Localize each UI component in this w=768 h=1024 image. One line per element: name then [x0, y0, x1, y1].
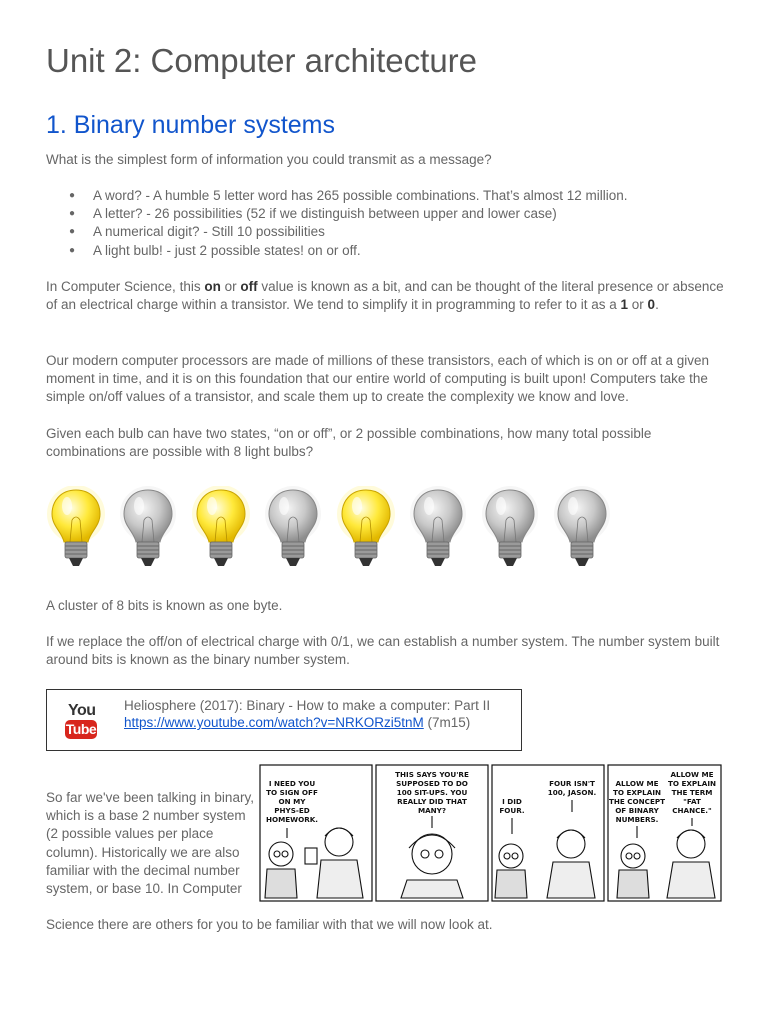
- video-citation: [124, 697, 490, 731]
- text-span: value is known as a bit, and can be thought of the literal presence or absence of an electrical charge within a transistor. We tend to simplify it in programming to refer to it as a: [46, 279, 724, 313]
- comic-strip-image: [259, 764, 722, 902]
- list-item: ● A letter? - 26 possibilities (52 if we distinguish between upper and lower case): [46, 205, 726, 223]
- list-item: ● A light bulb! - just 2 possible states! on or off.: [46, 242, 726, 260]
- light-bulb-off-icon: [263, 486, 323, 574]
- bold-one: 1: [620, 297, 629, 313]
- list-item: ● A numerical digit? - Still 10 possibilities: [46, 223, 726, 241]
- comic-text: ON MY: [278, 797, 306, 806]
- light-bulb-off-icon: [118, 486, 178, 574]
- comic-text: 100, JASON.: [547, 788, 597, 797]
- text-span: In Computer Science, this: [46, 279, 205, 294]
- list-item: ● A word? - A humble 5 letter word has 265 possible combinations. That’s almost 12 million.: [46, 187, 726, 205]
- comic-text: MANY?: [417, 806, 447, 815]
- comic-text: OF BINARY: [615, 806, 659, 815]
- light-bulb-off-icon: [408, 486, 468, 574]
- youtube-logo-tube: Tube: [65, 721, 97, 737]
- comic-text: THE CONCEPT: [608, 797, 666, 806]
- video-title: Heliosphere (2017): Binary - How to make a computer: Part II: [124, 698, 491, 713]
- comic-text: THE TERM: [671, 788, 713, 797]
- comic-text: ALLOW ME: [670, 770, 714, 779]
- section-heading: 1. Binary number systems: [46, 111, 335, 139]
- comic-text: SUPPOSED TO DO: [396, 779, 468, 788]
- comic-text: THIS SAYS YOU'RE: [395, 770, 469, 779]
- comic-text: TO EXPLAIN: [612, 788, 662, 797]
- comic-text: HOMEWORK.: [265, 815, 319, 824]
- bullet-list: [46, 187, 726, 260]
- light-bulb-on-icon: [191, 486, 251, 574]
- comic-text: FOUR ISN'T: [549, 779, 595, 788]
- processors-paragraph: Our modern computer processors are made of millions of these transistors, each of which is on or off at a given moment in time, and it is on this foundation that our entire world of computing is built upon! Computers take the simple on/off values of a transistor, and scale them up to create the complexity we know and love.: [46, 353, 710, 405]
- light-bulb-off-icon: [552, 486, 612, 574]
- number-system-paragraph: If we replace the off/on of electrical charge with 0/1, we can establish a number system. The number system built around bits is known as the binary number system.: [46, 634, 720, 668]
- bulbs-question: Given each bulb can have two states, “on or off”, or 2 possible combinations, how many total possible combinations are possible with 8 light bulbs?: [46, 426, 652, 460]
- comic-text: TO EXPLAIN: [667, 779, 717, 788]
- video-duration: (7m15): [427, 715, 471, 730]
- video-link-line: [124, 714, 490, 731]
- comic-text: "FAT: [683, 797, 701, 806]
- byte-paragraph: A cluster of 8 bits is known as one byte.: [46, 598, 283, 613]
- bit-paragraph: [46, 278, 726, 314]
- intro-question: What is the simplest form of information you could transmit as a message?: [46, 152, 492, 167]
- comic-text: I NEED YOU: [268, 779, 316, 788]
- comic-text: TO SIGN OFF: [266, 788, 318, 797]
- wrap-paragraph-end: Science there are others for you to be familiar with that we will now look at.: [46, 917, 493, 932]
- light-bulb-on-icon: [336, 486, 396, 574]
- comic-text: 100 SIT-UPS. YOU: [396, 788, 468, 797]
- bold-on: on: [204, 279, 221, 294]
- bold-off: off: [240, 279, 258, 294]
- page-title: Unit 2: Computer architecture: [46, 42, 478, 79]
- text-span: or: [220, 279, 241, 294]
- video-link[interactable]: https://www.youtube.com/watch?v=NRKORzi5tnM: [124, 715, 424, 730]
- wrap-paragraph: So far we've been talking in binary, which is a base 2 number system (2 possible values per place column). Historically we are also familiar with the decimal number system, or base 10. In Computer: [46, 790, 254, 897]
- light-bulb-off-icon: [480, 486, 540, 574]
- light-bulb-on-icon: [46, 486, 106, 574]
- bold-zero: 0: [647, 297, 656, 313]
- text-span: .: [655, 297, 659, 313]
- text-span: or: [628, 297, 648, 313]
- comic-text: NUMBERS.: [615, 815, 659, 824]
- comic-text: CHANCE.": [672, 806, 712, 815]
- comic-text: ALLOW ME: [615, 779, 659, 788]
- comic-text: REALLY DID THAT: [397, 797, 467, 806]
- comic-text: FOUR.: [499, 806, 525, 815]
- comic-text: PHYS-ED: [274, 806, 310, 815]
- light-bulbs-row: [46, 486, 646, 576]
- comic-text: I DID: [502, 797, 522, 806]
- youtube-logo-you: You: [68, 702, 96, 719]
- youtube-logo-icon: [65, 702, 97, 740]
- video-reference-box: [46, 689, 522, 751]
